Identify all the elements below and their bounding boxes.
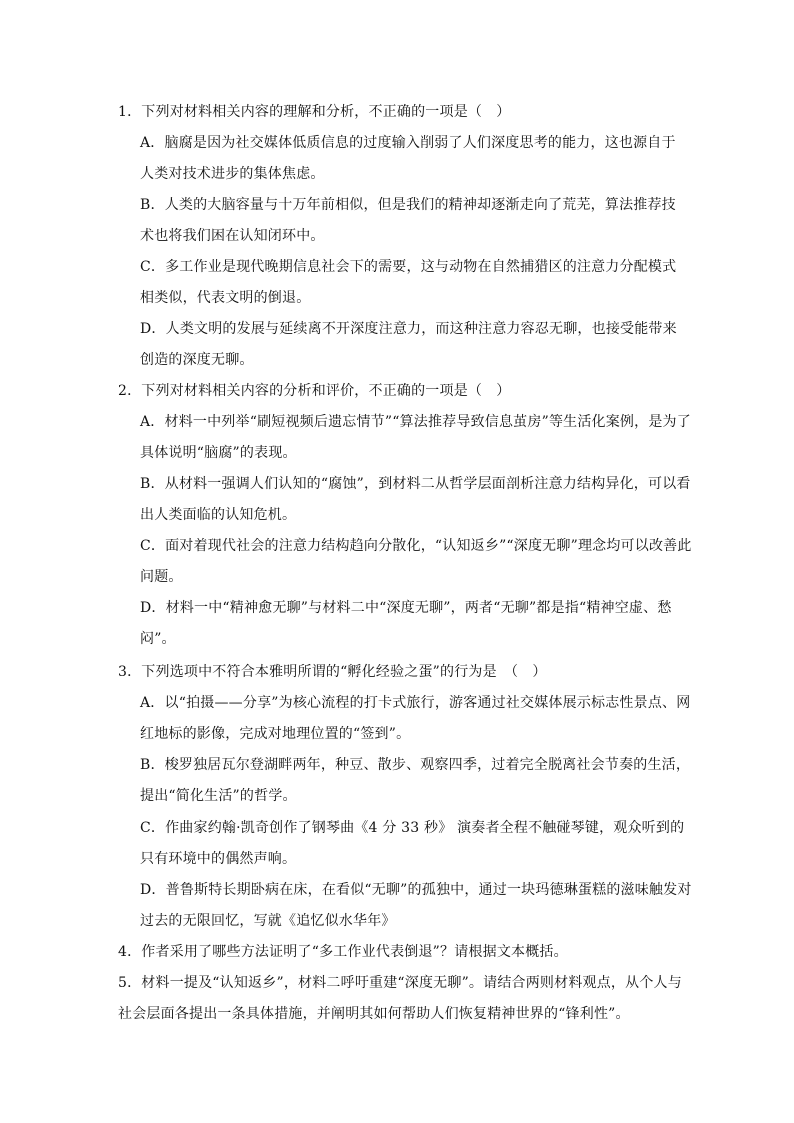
question-2-option-b: B．从材料一强调人们认知的“腐蚀”，到材料二从哲学层面剖析注意力结构异化，可以看 (140, 476, 691, 492)
question-4-stem: 4．作者采用了哪些方法证明了“多工作业代表倒退”？请根据文本概括。 (118, 944, 568, 960)
question-3-option-b-cont: 提出“简化生活”的哲学。 (140, 788, 297, 804)
question-3-option-a-cont: 红地标的影像，完成对地理位置的“签到”。 (140, 726, 411, 742)
question-1-option-a-cont: 人类对技术进步的集体焦虑。 (140, 166, 325, 182)
question-1-option-c: C．多工作业是现代晚期信息社会下的需要，这与动物在自然捕猎区的注意力分配模式 (140, 259, 677, 275)
question-2-option-c: C．面对着现代社会的注意力结构趋向分散化，“认知返乡”“深度无聊”理念均可以改善此 (140, 538, 692, 554)
question-1-option-a: A．脑腐是因为社交媒体低质信息的过度输入削弱了人们深度思考的能力，这也源自于 (140, 135, 676, 151)
question-1-stem: 1．下列对材料相关内容的理解和分析，不正确的一项是（ ） (118, 104, 511, 120)
question-2-option-a-cont: 具体说明“脑腐”的表现。 (140, 445, 297, 461)
question-1-option-d: D．人类文明的发展与延续离不开深度注意力，而这种注意力容忍无聊，也接受能带来 (140, 321, 677, 337)
question-1-option-b-cont: 术也将我们困在认知闭环中。 (140, 228, 325, 244)
question-3-option-d-cont: 过去的无限回忆，写就《追忆似水华年》 (140, 913, 396, 929)
question-2-option-d-cont: 闷”。 (140, 631, 176, 647)
question-1-option-c-cont: 相类似，代表文明的倒退。 (140, 290, 311, 306)
question-2-option-b-cont: 出人类面临的认知危机。 (140, 507, 297, 523)
question-2-option-d: D．材料一中“精神愈无聊”与材料二中“深度无聊”，两者“无聊”都是指“精神空虚、愁 (140, 600, 672, 616)
question-3-option-b: B．梭罗独居瓦尔登湖畔两年，种豆、散步、观察四季，过着完全脱离社会节奏的生活， (140, 757, 691, 773)
question-2-option-c-cont: 问题。 (140, 569, 183, 585)
question-3-option-c: C．作曲家约翰·凯奇创作了钢琴曲《4 分 33 秒》 演奏者全程不触碰琴键，观众听到的 (140, 820, 685, 836)
question-2-option-a: A．材料一中列举“刷短视频后遗忘情节”“算法推荐导致信息茧房”等生活化案例，是为了 (140, 414, 691, 430)
question-3-option-c-cont: 只有环境中的偶然声响。 (140, 851, 297, 867)
question-2-stem: 2．下列对材料相关内容的分析和评价，不正确的一项是（ ） (118, 383, 511, 399)
question-3-stem: 3．下列选项中不符合本雅明所谓的“孵化经验之蛋”的行为是 （ ） (118, 664, 547, 680)
question-1-option-d-cont: 创造的深度无聊。 (140, 352, 254, 368)
question-5-stem: 5．材料一提及“认知返乡”，材料二呼吁重建“深度无聊”。请结合两则材料观点，从个人与 (118, 975, 682, 991)
question-1-option-b: B．人类的大脑容量与十万年前相似，但是我们的精神却逐渐走向了荒芜，算法推荐技 (140, 197, 676, 213)
question-3-option-a: A．以“拍摄——分享”为核心流程的打卡式旅行，游客通过社交媒体展示标志性景点、网 (140, 695, 691, 711)
question-3-option-d: D．普鲁斯特长期卧病在床，在看似“无聊”的孤独中，通过一块玛德琳蛋糕的滋味触发对 (140, 882, 692, 898)
question-5-stem-cont: 社会层面各提出一条具体措施，并阐明其如何帮助人们恢复精神世界的“锋利性”。 (118, 1006, 630, 1022)
